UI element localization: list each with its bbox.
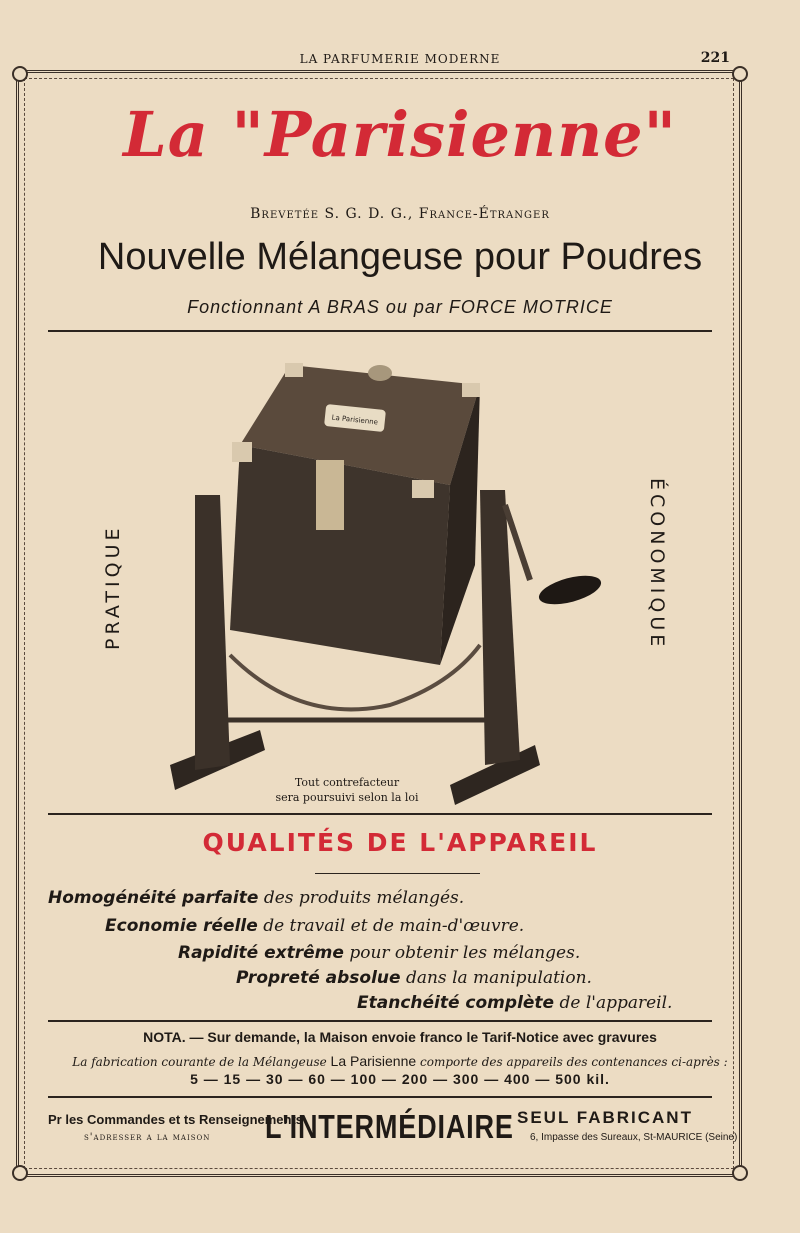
subheadline: Fonctionnant A BRAS ou par FORCE MOTRICE [187,297,613,317]
corner-ornament-icon [12,66,28,82]
crank-handle [536,570,604,610]
short-rule [315,873,480,874]
quality-text: de l'appareil. [559,993,673,1013]
nota-line: NOTA. — Sur demande, la Maison envoie franco le Tarif-Notice avec gravures [143,1029,657,1045]
fabrication-text: La fabrication courante de la Mélangeuse [72,1055,327,1069]
quality-bold: Etanchéité complète [357,993,555,1013]
footer-orders-text: Pr les Commandes et ts Renseignements [48,1112,304,1127]
patent-line: Brevetée S. G. D. G., France-Étranger [250,206,550,222]
corner-ornament-icon [732,1165,748,1181]
capacities-line: 5 — 15 — 30 — 60 — 100 — 200 — 300 — 400 — 500 kil. [190,1071,610,1087]
fabrication-brand: La Parisienne [330,1053,417,1069]
qualities-title: QUALITÉS DE L'APPAREIL [202,828,598,857]
caption-line: Tout contrefacteur [294,776,400,789]
corner-ornament-icon [12,1165,28,1181]
quality-bold: Rapidité extrême [178,943,344,963]
caption [262,775,432,805]
divider [48,1020,712,1022]
divider [48,1096,712,1098]
side-label-left: PRATIQUE [102,524,124,650]
corner-plate [285,363,303,377]
quality-line [105,916,524,936]
quality-text: des produits mélangés. [263,888,465,908]
manufacturer-name: L'INTERMÉDIAIRE [265,1108,514,1145]
sole-maker-label: SEUL FABRICANT [517,1108,693,1127]
mixer-machine-illustration [150,345,620,815]
quality-line [48,888,464,908]
quality-text: pour obtenir les mélanges. [349,943,581,963]
quality-bold: Homogénéité parfaite [48,888,259,908]
fabrication-text: comporte des appareils des contenances ci-après : [420,1055,728,1069]
quality-line [236,968,592,988]
headline: Nouvelle Mélangeuse pour Poudres [97,236,703,278]
quality-text: dans la manipulation. [405,968,592,988]
quality-bold: Propreté absolue [236,968,401,988]
corner-plate [462,383,480,397]
quality-line [357,993,672,1013]
divider [48,330,712,332]
quality-line [178,943,580,963]
footer-address-text: s'adresser a la maison [84,1132,211,1143]
name-plate-text: La Parisienne [331,413,379,427]
quality-bold: Economie réelle [105,916,258,936]
side-label-right: ÉCONOMIQUE [646,478,668,651]
running-head: LA PARFUMERIE MODERNE [299,52,501,66]
caption-line: sera poursuivi selon la loi [275,791,419,804]
maker-address: 6, Impasse des Sureaux, St-MAURICE (Seine) [530,1132,738,1143]
fabrication-line [0,1053,800,1069]
corner-ornament-icon [732,66,748,82]
box-clasp [316,460,344,530]
lid-knob [368,365,392,381]
corner-plate [412,480,434,498]
divider [48,813,712,815]
page-number: 221 [700,50,730,66]
brand-title: La "Parisienne" [123,98,677,171]
quality-text: de travail et de main-d'œuvre. [263,916,525,936]
left-stand [195,495,230,770]
corner-plate [232,442,252,462]
